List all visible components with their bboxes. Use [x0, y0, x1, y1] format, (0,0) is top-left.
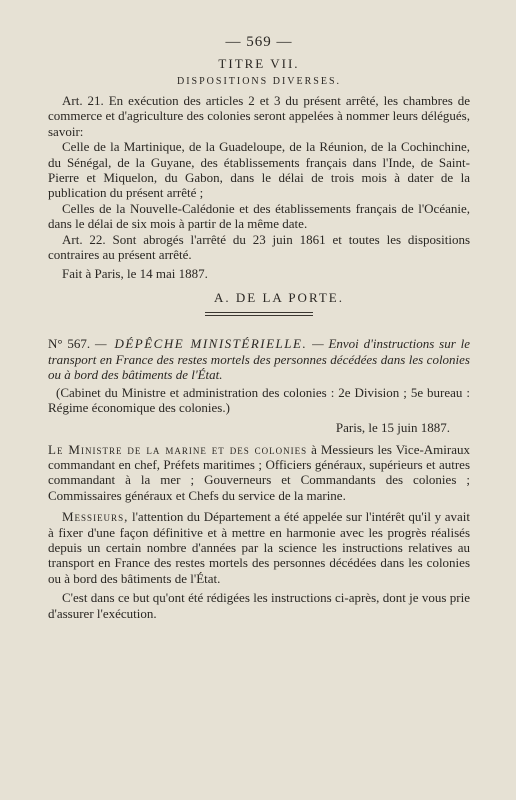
- body-rest: l'attention du Département a été appelée sur l'intérêt qu'il y avait à fixer d'une façon définitive et à mettre en harmonie avec les progrès réalisés depuis un certain nombre d'années par la science les instructions relatives au transport en France des restes mortels des personnes décédées dans les colonies ou à bord des bâtiments de l'État.: [48, 509, 470, 586]
- section-title: TITRE VII.: [218, 56, 300, 71]
- date-line: Fait à Paris, le 14 mai 1887.: [62, 266, 208, 282]
- dispatch-heading: [48, 336, 470, 382]
- page-number: — 569 —: [225, 34, 293, 50]
- dispatch-title: — DÉPÊCHE MINISTÉRIELLE.: [95, 336, 308, 352]
- second-delay-paragraph: Celles de la Nouvelle-Calédonie et des établissements français de l'Océanie, dans le délai de six mois à partir de la même date.: [48, 200, 470, 232]
- body-lead: Messieurs,: [62, 509, 129, 525]
- address-rest: à Messieurs les Vice-Amiraux commandant en chef, Préfets maritimes ; Officiers généraux, supérieurs et autres commandant à la mer ; Gouverneurs et Commandants des colonies ; Commissaires généraux et Chefs du service de la marine.: [48, 441, 471, 503]
- first-delay-paragraph: Celle de la Martinique, de la Guadeloupe, de la Réunion, de la Cochinchine, du Sénégal, de la Guyane, des établissements français dans l'Inde, de Saint-Pierre et Miquelon, du Gabon, dans le délai de trois mois à dater de la publication du présent arrêté ;: [48, 139, 470, 201]
- dispatch-subject: — Envoi d'instructions sur le transport en France des restes mortels des personnes décédées dans les colonies ou à bord des bâtiments de l'État.: [48, 336, 471, 383]
- address-paragraph: [48, 442, 470, 504]
- section-subtitle: DISPOSITIONS DIVERSES.: [176, 76, 341, 87]
- dispatch-department: (Cabinet du Ministre et administration des colonies : 2e Division ; 5e bureau : Régime économique des colonies.): [48, 384, 470, 416]
- dispatch-place-date: Paris, le 15 juin 1887.: [335, 419, 450, 435]
- closing-paragraph: C'est dans ce but qu'ont été rédigées les instructions ci-après, dont je vous prie d'assurer l'exécution.: [48, 590, 470, 621]
- address-lead: Le Ministre de la marine et des colonies: [48, 441, 308, 457]
- article-21-paragraph: Art. 21. En exécution des articles 2 et 3 du présent arrêté, les chambres de commerce et d'agriculture des colonies seront appelées à nommer leurs délégués, savoir:: [48, 93, 470, 139]
- section-divider: [205, 312, 313, 316]
- article-22-paragraph: Art. 22. Sont abrogés l'arrêté du 23 juin 1861 et toutes les dispositions contraires au présent arrêté.: [48, 231, 470, 263]
- signature: A. DE LA PORTE.: [214, 290, 344, 306]
- dispatch-number: N° 567.: [48, 336, 91, 352]
- body-paragraph: [48, 509, 470, 586]
